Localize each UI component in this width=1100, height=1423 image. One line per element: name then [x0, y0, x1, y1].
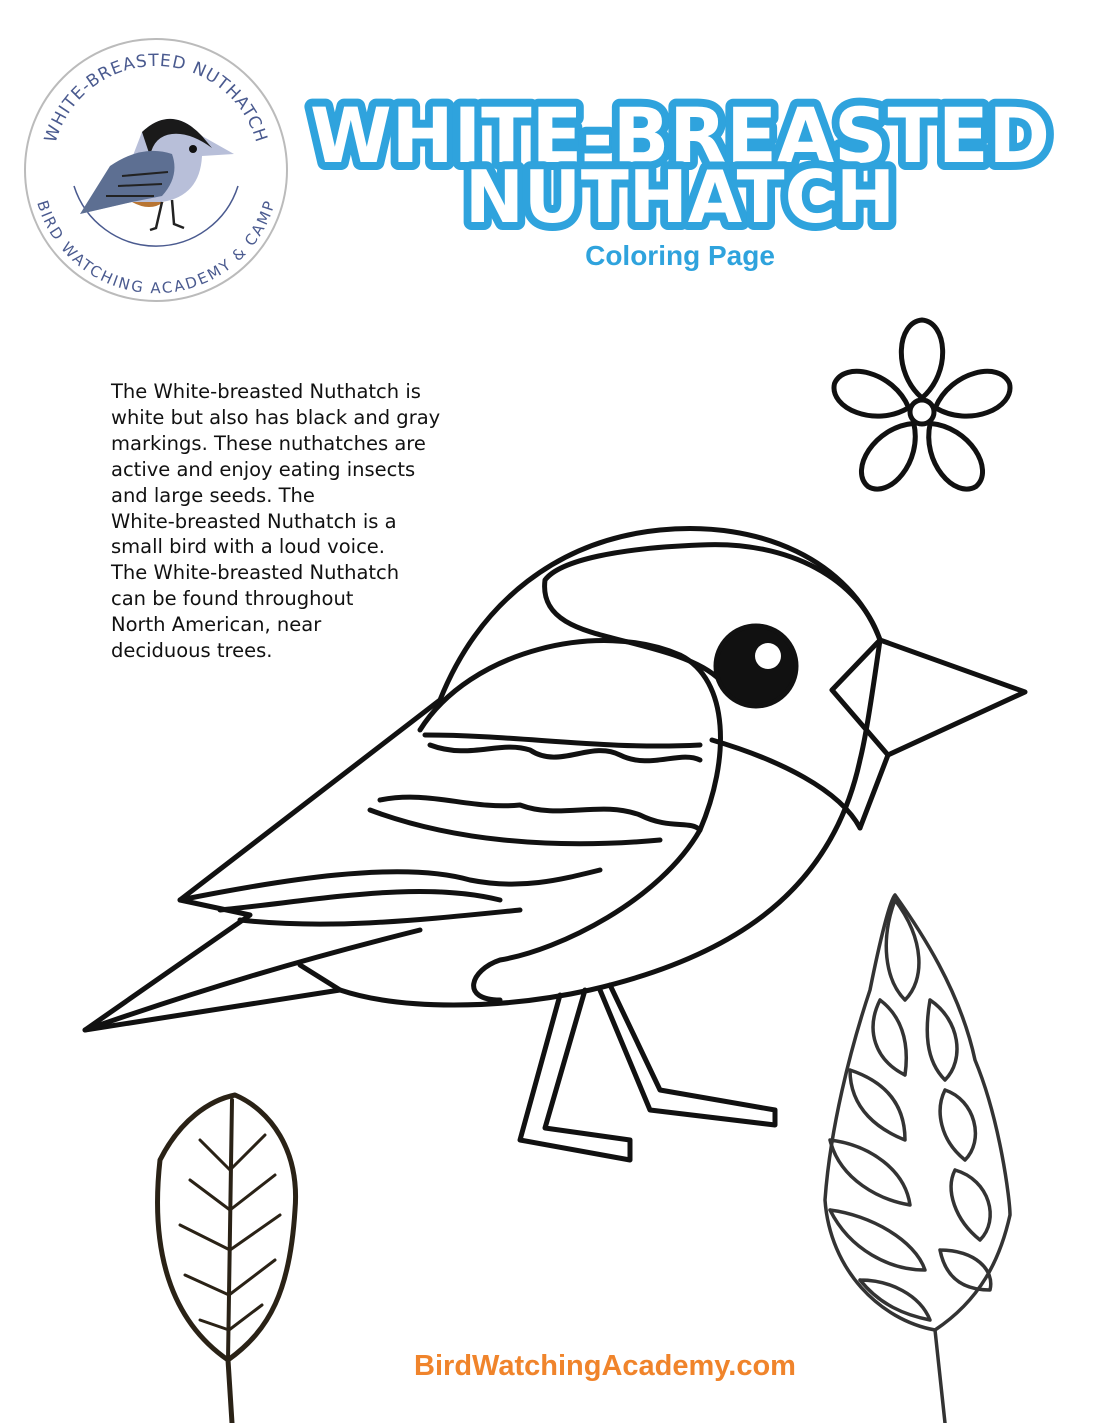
description-line: The White-breasted Nuthatch is [111, 380, 421, 403]
title-line-1: WHITE-BREASTED [310, 92, 1050, 180]
wheat-illustration [825, 895, 1010, 1423]
title-line-2: NUTHATCH [465, 155, 895, 239]
description-line: North American, near [111, 613, 322, 637]
description-line: markings. These nuthatches are [111, 431, 426, 455]
description-line: small bird with a loud voice. [111, 535, 385, 559]
description-line: can be found throughout [111, 587, 354, 611]
website-link[interactable]: BirdWatchingAcademy.com [414, 1350, 796, 1382]
description-line: The White-breasted Nuthatch [111, 561, 400, 585]
description-line: and large seeds. The [111, 483, 315, 507]
logo-bottom-text: BIRD WATCHING ACADEMY & CAMP [33, 198, 279, 298]
logo-top-text: WHITE-BREASTED NUTHATCH [40, 50, 272, 146]
flower-illustration [828, 320, 1016, 499]
description-line: White-breasted Nuthatch is a [111, 509, 397, 533]
bird-illustration [85, 528, 1025, 1160]
description-line: deciduous trees. [111, 639, 273, 663]
subtitle: Coloring Page [585, 240, 775, 271]
page-title [290, 92, 1080, 242]
leaf-illustration [158, 1095, 296, 1423]
academy-logo [22, 36, 290, 304]
description-line: active and enjoy eating insects [111, 457, 416, 481]
description-line: white but also has black and gray [111, 405, 441, 429]
